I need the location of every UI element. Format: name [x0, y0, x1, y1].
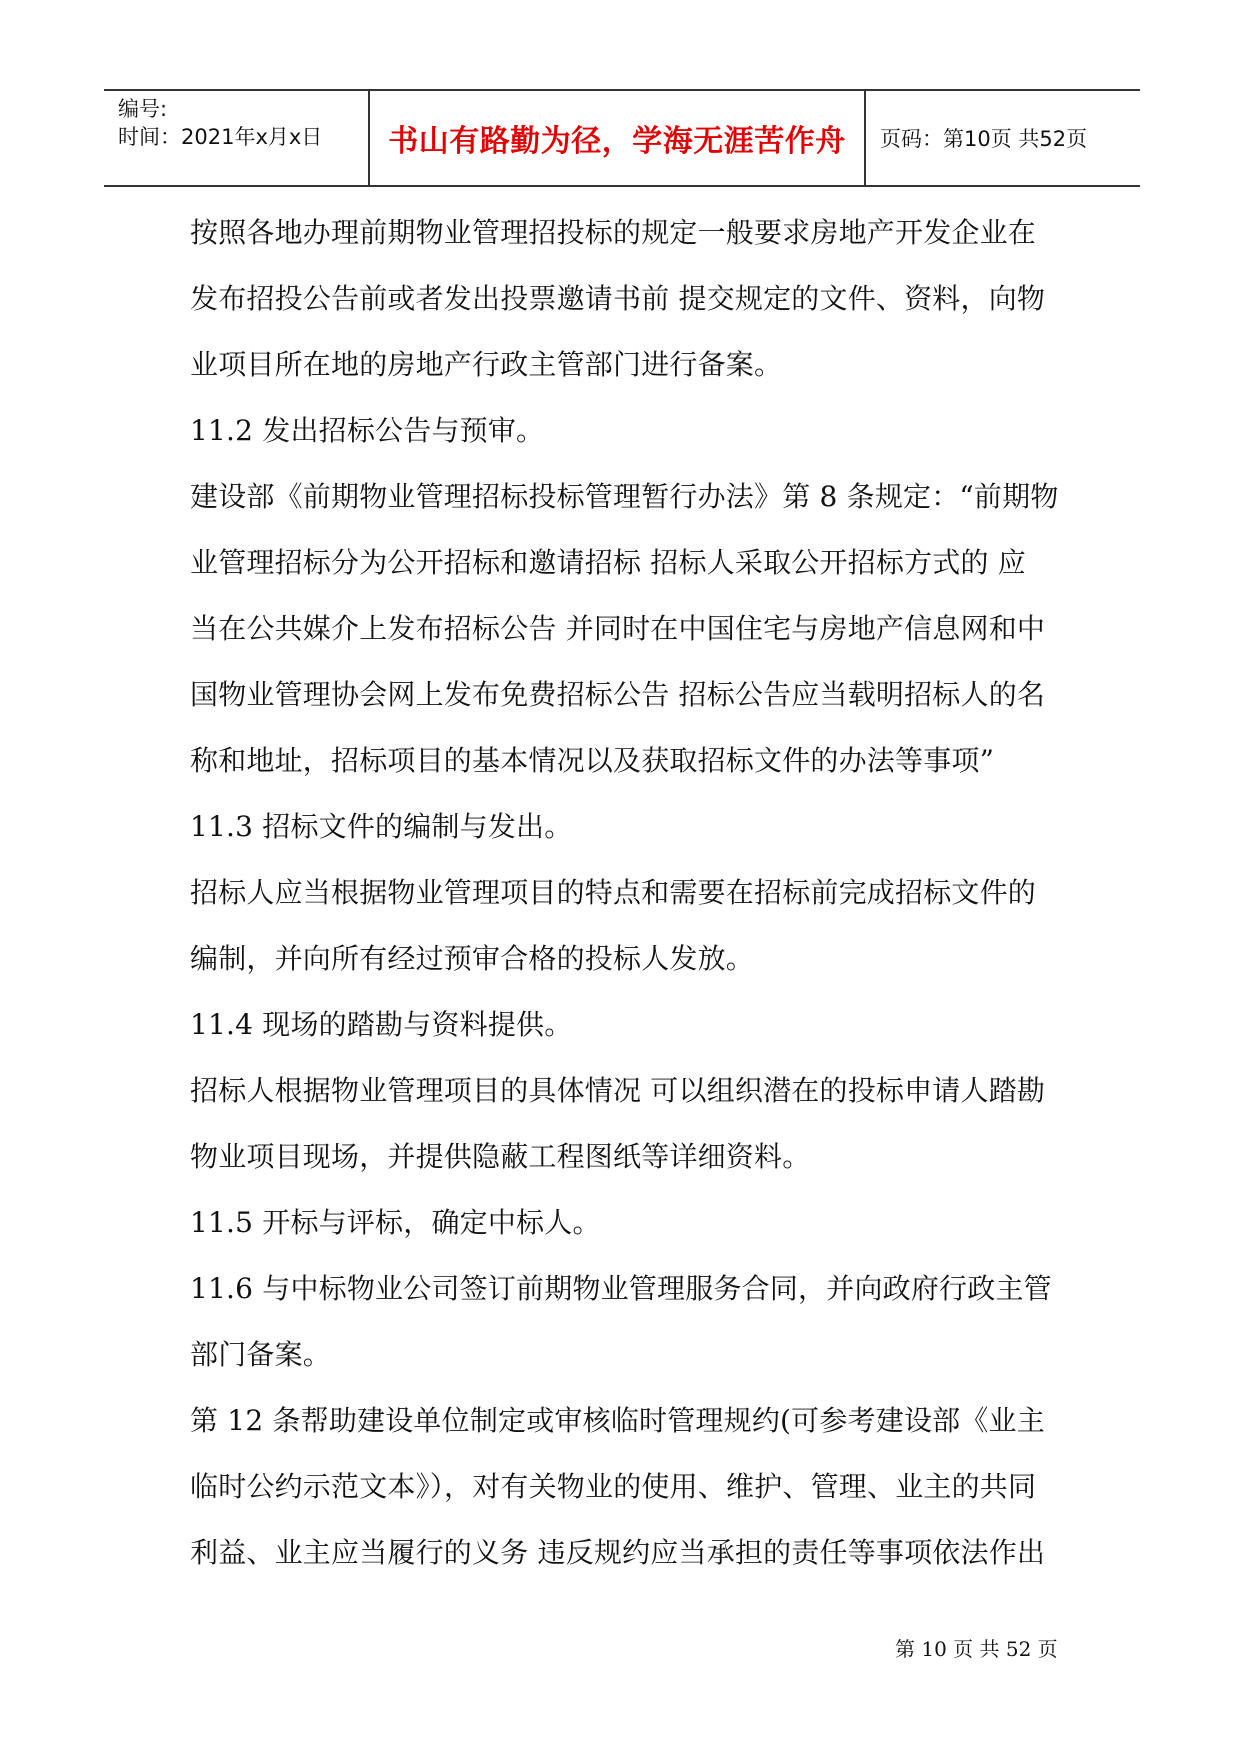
motto-text: 书山有路勤为径，学海无涯苦作舟 [388, 124, 846, 159]
document-body [190, 200, 1090, 1586]
text-line: 利益、业主应当履行的义务 违反规约应当承担的责任等事项依法作出 [190, 1536, 1046, 1569]
text-line: 按照各地办理前期物业管理招投标的规定一般要求房地产开发企业在 [190, 216, 1037, 249]
text-line: 称和地址，招标项目的基本情况以及获取招标文件的办法等事项” [190, 744, 995, 777]
text-line: 业项目所在地的房地产行政主管部门进行备案。 [190, 348, 783, 381]
section-heading: 11.5 开标与评标，确定中标人。 [190, 1206, 601, 1239]
doc-number-label: 编号: [118, 97, 168, 121]
page-header [104, 89, 1140, 187]
text-line: 业管理招标分为公开招标和邀请招标 招标人采取公开招标方式的 应 [190, 546, 1027, 579]
text-line: 国物业管理协会网上发布免费招标公告 招标公告应当载明招标人的名 [190, 678, 1046, 711]
section-heading: 11.4 现场的踏勘与资料提供。 [190, 1008, 573, 1041]
section-heading: 11.3 招标文件的编制与发出。 [190, 810, 573, 843]
text-line: 第 12 条帮助建设单位制定或审核临时管理规约(可参考建设部《业主 [190, 1404, 1045, 1437]
text-line: 物业项目现场，并提供隐蔽工程图纸等详细资料。 [190, 1140, 811, 1173]
text-line: 建设部《前期物业管理招标投标管理暂行办法》第 8 条规定：“前期物 [190, 480, 1059, 513]
text-line: 招标人根据物业管理项目的具体情况 可以组织潜在的投标申请人踏勘 [190, 1074, 1046, 1107]
page-footer: 第 10 页 共 52 页 [895, 1637, 1058, 1661]
header-page-info: 页码：第10页 共52页 [880, 127, 1088, 151]
text-line: 当在公共媒介上发布招标公告 并同时在中国住宅与房地产信息网和中 [190, 612, 1046, 645]
text-line: 部门备案。 [190, 1338, 332, 1371]
text-line: 发布招投公告前或者发出投票邀请书前 提交规定的文件、资料，向物 [190, 282, 1046, 315]
header-meta-cell [104, 91, 370, 185]
section-heading: 11.6 与中标物业公司签订前期物业管理服务合同，并向政府行政主管 [190, 1272, 1052, 1305]
text-line: 临时公约示范文本》），对有关物业的使用、维护、管理、业主的共同 [190, 1470, 1037, 1503]
section-heading: 11.2 发出招标公告与预审。 [190, 414, 545, 447]
text-line: 编制，并向所有经过预审合格的投标人发放。 [190, 942, 755, 975]
header-page-cell [866, 91, 1140, 185]
doc-time-label: 时间：2021年x月x日 [118, 125, 323, 149]
text-line: 招标人应当根据物业管理项目的特点和需要在招标前完成招标文件的 [190, 876, 1037, 909]
header-motto-cell [370, 91, 866, 185]
